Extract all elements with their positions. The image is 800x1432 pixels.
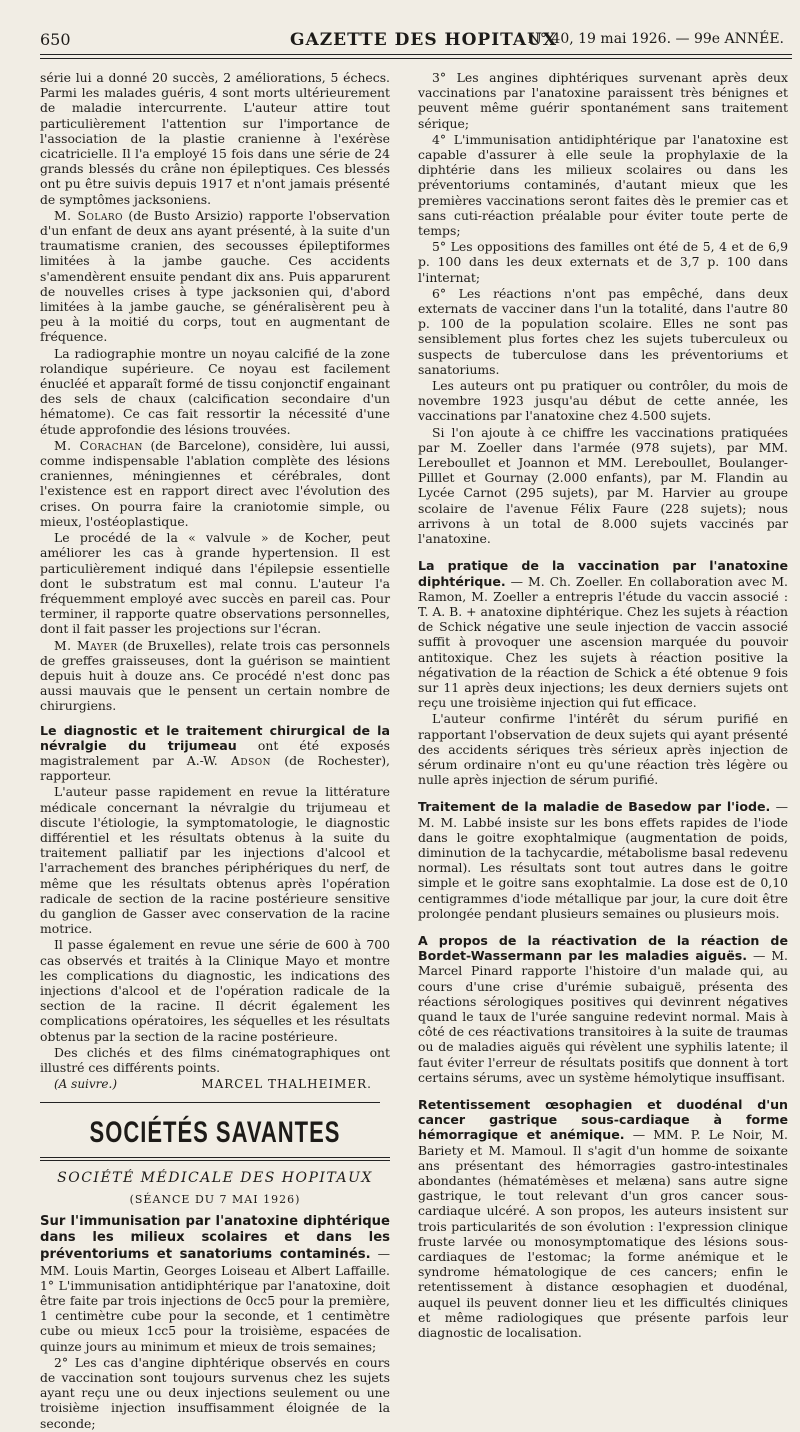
article-heading: Le diagnostic et le traitement chirurgical de la névralgie du trijumeau ont été exposés magistralement par A.-W. Adson (de Rochester), rapporteur.	[40, 722, 390, 784]
article-heading: A propos de la réactivation de la réaction de Bordet-Wassermann par les maladies aiguës. — M. Marcel Pinard rapporte l'histoire d'un malade qui, au cours d'une crise d'urémie subaiguë, présenta des réactions sérologiques positives qui devinrent négatives quand le taux de l'urée sanguine redevint normal. Mais à côté de ces réactivations transitoires à la suite de traumas ou de maladies aiguës qui révèlent une syphilis latente; il faut éviter l'erreur de résultats positifs que donnent à tort certains sérums, avec un système hémolytique insuffisant.	[418, 932, 788, 1085]
header-rule-thin	[40, 58, 792, 59]
paragraph: 5° Les oppositions des familles ont été de 5, 4 et de 6,9 p. 100 dans les deux externats et de 3,7 p. 100 dans l'internat;	[418, 239, 788, 285]
session-date: (SÉANCE DU 7 MAI 1926)	[129, 1192, 301, 1206]
article-heading: La pratique de la vaccination par l'anatoxine diphtérique. — M. Ch. Zoeller. En collaboration avec M. Ramon, M. Zoeller a entrepris l'étude du vaccin associé : T. A. B. + anatoxine diphtérique. Chez les sujets à réaction de Schick négative une seule injection de vaccin associé suffit à provoquer une ascension marquée du pouvoir antitoxique. Chez les sujets à réaction positive la négativation de la réaction de Schick a été obtenue 9 fois sur 11 après deux injections; les deux derniers sujets ont reçu une troisième injection qui fut efficace.	[418, 558, 788, 711]
article-heading: Retentissement œsophagien et duodénal d'un cancer gastrique sous-cardiaque à forme hémorragique et anémique. — MM. P. Le Noir, M. Bariety et M. Mamoul. Il s'agit d'un homme de soixante ans présentant des hémorragies gastro-intestinales abondantes (hématémèses et melæna) sans autre signe gastrique, le tout relevant d'un gros cancer sous-cardiaque ulcéré. A son propos, les auteurs insistent sur trois particularités de son évolution : l'expression clinique fruste larvée ou monosymptomatique des lésions sous-cardiaques de l'estomac; la forme anémique et le syndrome hématologique de ces cancers; enfin le retentissement à distance œsophagien et duodénal, auquel ils peuvent donner lieu et les difficultés cliniques et même radiologiques que présente parfois leur diagnostic de localisation.	[418, 1097, 788, 1341]
paragraph: L'auteur passe rapidement en revue la littérature médicale concernant la névralgie du trijumeau et discute l'étiologie, la symptomatologie, le diagnostic différentiel et les résultats obtenus à la suite du traitement palliatif par les injections d'alcool et l'arrachement des branches périphériques du nerf, de même que les résultats obtenus après l'opération radicale de section de la racine postérieure sensitive du ganglion de Gasser avec conservation de la racine motrice.	[40, 784, 390, 937]
to-be-continued: (A suivre.)	[54, 1077, 117, 1092]
paragraph: M. Solaro (de Busto Arsizio) rapporte l'observation d'un enfant de deux ans ayant présenté, à la suite d'un traumatisme cranien, des secousses épileptiformes limitées à la jambe gauche. Ces accidents s'amendèrent ensuite pendant dix ans. Puis apparurent de nouvelles crises à type jacksonien qui, d'abord limitées à la jambe gauche, se généralisèrent peu à peu à la moitié du corps, tout en augmentant de fréquence.	[40, 207, 391, 345]
right-column	[418, 70, 788, 1341]
paragraph: Si l'on ajoute à ce chiffre les vaccinations pratiquées par M. Zoeller dans l'armée (978 sujets), par MM. Lereboullet et Joannon et MM. Lereboullet, Boulanger-Pilllet et Gournay (2.000 enfants), par M. Flandin au Lycée Carnot (295 sujets), par M. Harvier au groupe scolaire de l'avenue Félix Faure (228 sujets); nous arrivons à un total de 8.000 sujets vaccinés par l'anatoxine.	[418, 424, 788, 547]
section-title: SOCIÉTÉS SAVANTES	[89, 1115, 341, 1150]
divider	[40, 1102, 380, 1103]
paragraph: Des clichés et des films cinématographiques ont illustré ces différents points.	[40, 1044, 390, 1075]
signature-line	[40, 1077, 390, 1092]
page-number: 650	[40, 30, 71, 49]
paragraph: 6° Les réactions n'ont pas empêché, dans deux externats de vacciner dans l'un la totalité, dans l'autre 80 p. 100 de la population scolaire. Elles ne sont pas sensiblement plus fortes chez les sujets tuberculeux ou suspects de tuberculose dans les préventoriums et sanatoriums.	[418, 285, 788, 377]
author-name: M. Corachan	[54, 437, 143, 453]
paragraph: Le procédé de la « valvule » de Kocher, peut améliorer les cas à grande hypertension. Il est particulièrement indiqué dans l'épilepsie essentielle dont le substratum est mal connu. L'auteur l'a fréquemment employé avec succès en pareil cas. Pour terminer, il rapporte quatre observations personnelles, dont il fait passer les projections sur l'écran.	[40, 530, 390, 637]
paragraph: La radiographie montre un noyau calcifié de la zone rolandique supérieure. Ce noyau est facilement énucléé et apparaît formé de tissu conjonctif engainant des sels de chaux (calcification secondaire d'un hématome). Ce cas fait ressortir la nécessité d'une étude approfondie des lésions trouvées.	[40, 345, 390, 437]
society-name: SOCIÉTÉ MÉDICALE DES HOPITAUX	[57, 1170, 373, 1187]
author-name: M. Solaro	[54, 207, 124, 223]
paragraph: 3° Les angines diphtériques survenant après deux vaccinations par l'anatoxine paraissent très bénignes et peuvent même guérir spontanément sans traitement sérique;	[418, 70, 788, 131]
paragraph: M. Mayer (de Bruxelles), relate trois cas personnels de greffes graisseuses, dont la guérison se maintient depuis huit à douze ans. Ce procédé n'est donc pas aussi mauvais que le pensent un certain nombre de chirurgiens.	[40, 637, 390, 714]
author-name: M. Mayer	[54, 637, 118, 653]
section-divider	[40, 1157, 390, 1161]
header-rule	[40, 54, 792, 55]
issue-info: N° 40, 19 mai 1926. — 99e ANNÉE.	[527, 31, 784, 47]
paragraph: 2° Les cas d'angine diphtérique observés en cours de vaccination sont toujours survenus chez les sujets ayant reçu une ou deux injections seulement ou une troisième injection insuffisamment éloignée de la seconde;	[40, 1354, 390, 1431]
paragraph: Il passe également en revue une série de 600 à 700 cas observés et traités à la Clinique Mayo et montre les complications du diagnostic, les indications des injections d'alcool et de l'opération radicale de la section de la racine. Il décrit également les complications opératoires, les séquelles et les résultats obtenus par la section de la racine postérieure.	[40, 937, 390, 1044]
article-author: MARCEL THALHEIMER.	[201, 1077, 372, 1092]
paragraph: série lui a donné 20 succès, 2 améliorations, 5 échecs. Parmi les malades guéris, 4 sont morts ultérieurement de maladie intercurrente. L'auteur attire tout particulièrement l'attention sur l'importance de l'association de la plastie cranienne à l'exérèse cicatricielle. Il l'a employé 15 fois dans une série de 24 grands blessés du crâne non épileptiques. Ces blessés ont pu être suivis depuis 1917 et n'ont jamais présenté de symptômes jacksoniens.	[40, 70, 390, 207]
paragraph: L'auteur confirme l'intérêt du sérum purifié en rapportant l'observation de deux sujets qui ayant présenté des accidents sériques très sérieux après injection de sérum ordinaire n'ont eu qu'une réaction très légère ou nulle après injection de sérum purifié.	[418, 711, 788, 788]
journal-title: GAZETTE DES HOPITAUX	[290, 30, 558, 50]
left-column	[40, 70, 390, 1432]
page-header	[40, 28, 792, 54]
paragraph: 4° L'immunisation antidiphtérique par l'anatoxine est capable d'assurer à elle seule la prophylaxie de la diphtérie dans les milieux scolaires ou dans les préventoriums contaminés, d'autant mieux que les premières vaccinations seront faites dès le premier cas et sans cuti-réaction préalable pour éviter toute perte de temps;	[418, 131, 788, 239]
paragraph: Les auteurs ont pu pratiquer ou contrôler, du mois de novembre 1923 jusqu'au début de cette année, les vaccinations par l'anatoxine chez 4.500 sujets.	[418, 378, 788, 424]
article-heading: Traitement de la maladie de Basedow par l'iode. — M. M. Labbé insiste sur les bons effets rapides de l'iode dans le goitre exophtalmique (augmentation de poids, diminution de la tachycardie, métabolisme basal redevenu normal). Les résultats sont tout autres dans le goitre simple et le goitre sans exophtalmie. La dose est de 0,10 centigrammes d'iode métallique par jour, la cure doit être prolongée pendant plusieurs semaines ou plusieurs mois.	[418, 799, 788, 921]
article-heading: Sur l'immunisation par l'anatoxine diphtérique dans les milieux scolaires et dans les préventoriums et sanatoriums contaminés. — MM. Louis Martin, Georges Loiseau et Albert Laffaille. 1° L'immunisation antidiphtérique par l'anatoxine, doit être faite par trois injections de 0cc5 pour la première, 1 centimètre cube pour la seconde, et 1 centimètre cube ou mieux 1cc5 pour la troisième, espacées de quinze jours au minimum et mieux de trois semaines;	[40, 1213, 390, 1354]
paragraph: M. Corachan (de Barcelone), considère, lui aussi, comme indispensable l'ablation complète des lésions craniennes, méningiennes et cérébrales, dont l'existence est en rapport direct avec l'évolution des crises. On pourra faire la craniotomie simple, ou mieux, l'ostéoplastique.	[40, 437, 390, 529]
